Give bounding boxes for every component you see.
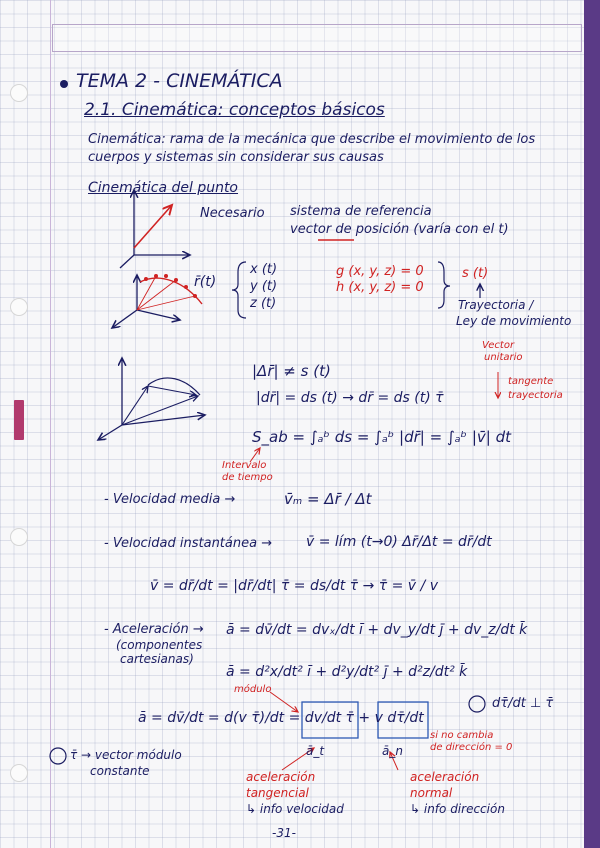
accel-cartesian-equation: ā = dv̄/dt = dvₓ/dt ī + dv_y/dt j̄ + dv_z/dt k̄ <box>226 622 528 638</box>
normal-note-1: aceleración <box>410 770 480 784</box>
r-t-vector <box>122 386 148 425</box>
section-title: 2.1. Cinemática: conceptos básicos <box>84 100 385 120</box>
title-bullet <box>60 80 68 88</box>
necesario-item-1: sistema de referencia <box>290 204 432 219</box>
trajectory-eq-2: h (x, y, z) = 0 <box>336 280 424 295</box>
accel-second-derivative-equation: ā = d²x/dt² ī + d²y/dt² j̄ + d²z/dt² k̄ <box>226 664 468 680</box>
trajectory-eq-1: g (x, y, z) = 0 <box>336 264 424 279</box>
tangential-note-1: aceleración <box>246 770 316 784</box>
modulo-arrow <box>270 692 298 712</box>
coord-x: x (t) <box>250 262 278 277</box>
no-change-note-2: de dirección = 0 <box>430 742 513 753</box>
tau-note-2: constante <box>90 764 150 778</box>
page-title: TEMA 2 - CINEMÁTICA <box>76 70 283 92</box>
tau-note-1: τ̄ → vector módulo <box>70 748 182 762</box>
delta-r-inequality: |Δr̄| ≠ s (t) <box>252 362 331 380</box>
velocidad-instantanea-label: - Velocidad instantánea → <box>104 536 273 551</box>
unit-vector-note-2: unitario <box>484 352 523 363</box>
perpendicular-equation: dτ̄/dt ⊥ τ̄ <box>492 696 554 711</box>
velocidad-media-equation: v̄ₘ = Δr̄ / Δt <box>284 490 372 508</box>
radius-lines <box>137 276 195 310</box>
arc-length-equation: S_ab = ∫ₐᵇ ds = ∫ₐᵇ |dr̄| = ∫ₐᵇ |v̄| dt <box>252 428 511 446</box>
interval-note-2: de tiempo <box>222 472 273 483</box>
displacement-curve <box>148 378 200 395</box>
necesario-item-2: vector de posición (varía con el t) <box>290 222 509 237</box>
asterisk-mark-right <box>469 696 485 712</box>
position-vector-arrow <box>134 205 172 248</box>
law-eq: s (t) <box>462 266 489 281</box>
necesario-label: Necesario <box>200 206 265 221</box>
componentes-label-2: cartesianas) <box>120 652 194 666</box>
dr-ds-equation: |dr̄| = ds (t) → dr̄ = ds (t) τ̄ <box>256 390 444 406</box>
velocidad-media-label: - Velocidad media → <box>104 492 236 507</box>
unit-vector-note-1: Vector <box>482 340 515 351</box>
coord-y: y (t) <box>250 279 278 294</box>
tangential-note-2: tangencial <box>246 786 309 800</box>
velocidad-instantanea-equation: v̄ = lím (t→0) Δr̄/Δt = dr̄/dt <box>306 534 492 550</box>
componentes-label-1: (componentes <box>116 638 203 652</box>
accel-intrinsic-equation: ā = dv̄/dt = d(v τ̄)/dt = dv/dt τ̄ + v dτ̄/dt <box>138 710 424 726</box>
position-vector-label: r̄(t) <box>194 274 217 290</box>
tangential-info: ↳ info velocidad <box>246 802 344 816</box>
axes-diagram-1 <box>120 190 190 268</box>
unit-vector-note-4: trayectoria <box>508 390 563 401</box>
aceleracion-label: - Aceleración → <box>104 622 204 637</box>
normal-note-2: normal <box>410 786 453 800</box>
definition-line-2: cuerpos y sistemas sin considerar sus causas <box>88 150 384 165</box>
trajectory-points <box>144 274 197 298</box>
interval-note-1: Intervalo <box>222 460 267 471</box>
page-number: -31- <box>272 826 296 840</box>
modulo-note: módulo <box>234 684 272 695</box>
delta-r-vector <box>148 386 196 395</box>
trajectory-brace <box>438 262 450 308</box>
normal-info: ↳ info dirección <box>410 802 505 816</box>
asterisk-mark-left <box>50 748 66 764</box>
no-change-note-1: si no cambia <box>430 730 494 741</box>
axes-diagram-2 <box>112 275 180 328</box>
subheading: Cinemática del punto <box>88 180 239 196</box>
coord-brace <box>232 262 246 318</box>
trajectory-label: Trayectoria / <box>458 298 534 312</box>
a-tangential-symbol: ā_t <box>306 744 325 758</box>
definition-line-1: Cinemática: rama de la mecánica que describe el movimiento de los <box>88 132 536 147</box>
velocity-tau-equation: v̄ = dr̄/dt = |dr̄/dt| τ̄ = ds/dt τ̄ → τ̄ = v̄ / v <box>150 578 438 594</box>
unit-vector-note-3: tangente <box>508 376 554 387</box>
a-normal-symbol: ā_n <box>382 744 403 758</box>
coord-z: z (t) <box>250 296 277 311</box>
law-label: Ley de movimiento <box>456 314 572 328</box>
